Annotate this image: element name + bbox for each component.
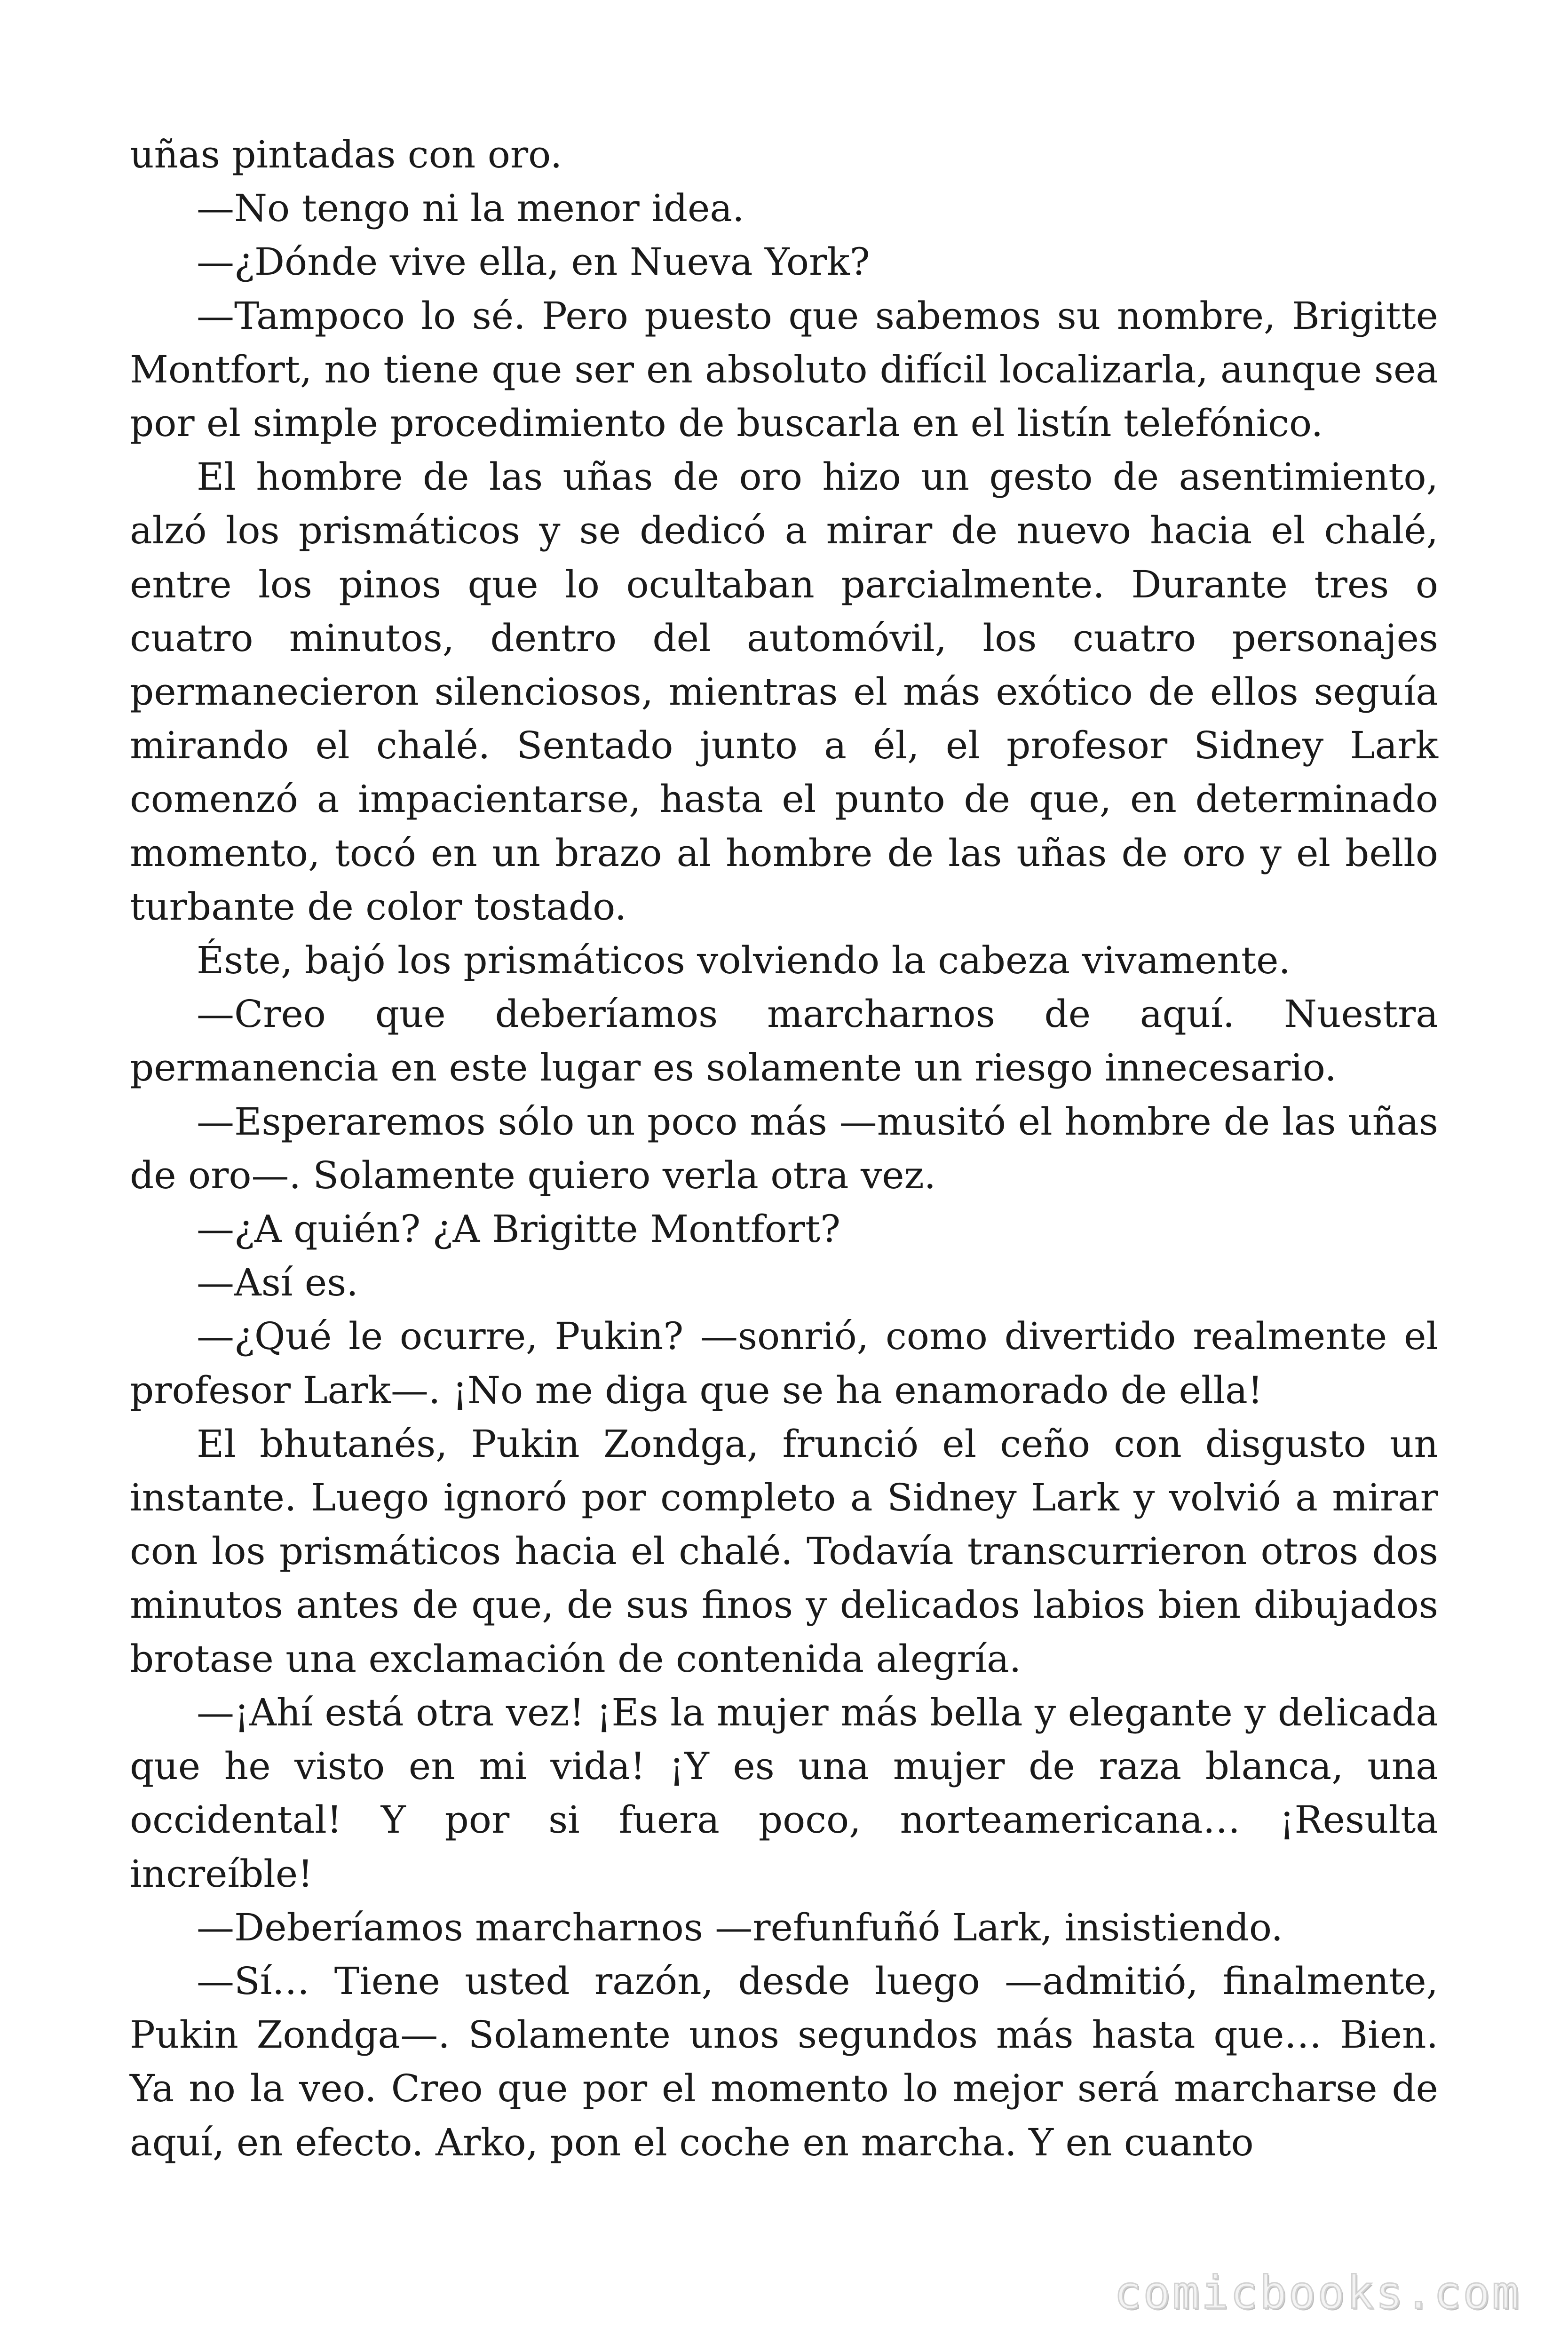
watermark: comicbooks.com	[1114, 2266, 1521, 2319]
dialogue-paragraph: —Sí… Tiene usted razón, desde luego —admitió, finalmente, Pukin Zondga—. Solamente unos segundos más hasta que… Bien. Ya no la veo. Creo que por el momento lo mejor será marcharse de aquí, en efecto. Arko, pon el coche en marcha. Y en cuanto	[130, 1959, 1438, 2164]
body-text	[130, 128, 1438, 2169]
dialogue-paragraph: —¡Ahí está otra vez! ¡Es la mujer más bella y elegante y delicada que he visto en mi vida! ¡Y es una mujer de raza blanca, una occidental! Y por si fuera poco, norteamericana… ¡Resulta increíble!	[130, 1690, 1438, 1896]
dialogue-paragraph: —¿Dónde vive ella, en Nueva York?	[197, 240, 870, 284]
dialogue-paragraph: —Creo que deberíamos marcharnos de aquí. Nuestra permanencia en este lugar es solamente un riesgo innecesario.	[130, 992, 1438, 1090]
paragraph-continuation: uñas pintadas con oro.	[130, 133, 562, 176]
dialogue-paragraph: —Así es.	[197, 1261, 358, 1305]
dialogue-paragraph: —Tampoco lo sé. Pero puesto que sabemos su nombre, Brigitte Montfort, no tiene que ser en absoluto difícil localizarla, aunque sea por el simple procedimiento de buscarla en el listín telefónico.	[130, 294, 1438, 445]
dialogue-paragraph: —¿A quién? ¿A Brigitte Montfort?	[197, 1207, 840, 1251]
narrative-paragraph: El hombre de las uñas de oro hizo un gesto de asentimiento, alzó los prismáticos y se dedicó a mirar de nuevo hacia el chalé, entre los pinos que lo ocultaban parcialmente. Durante tres o cuatro minutos, dentro del automóvil, los cuatro personajes permanecieron silenciosos, mientras el más exótico de ellos seguía mirando el chalé. Sentado junto a él, el profesor Sidney Lark comenzó a impacientarse, hasta el punto de que, en determinado momento, tocó en un brazo al hombre de las uñas de oro y el bello turbante de color tostado.	[130, 455, 1438, 929]
dialogue-paragraph: —¿Qué le ocurre, Pukin? —sonrió, como divertido realmente el profesor Lark—. ¡No me diga que se ha enamorado de ella!	[130, 1314, 1438, 1412]
narrative-paragraph: El bhutanés, Pukin Zondga, frunció el ceño con disgusto un instante. Luego ignoró por completo a Sidney Lark y volvió a mirar con los prismáticos hacia el chalé. Todavía transcurrieron otros dos minutos antes de que, de sus finos y delicados labios bien dibujados brotase una exclamación de contenida alegría.	[130, 1422, 1438, 1681]
dialogue-paragraph: —No tengo ni la menor idea.	[197, 186, 744, 230]
dialogue-paragraph: —Esperaremos sólo un poco más —musitó el hombre de las uñas de oro—. Solamente quiero verla otra vez.	[130, 1099, 1438, 1197]
dialogue-paragraph: —Deberíamos marcharnos —refunfuñó Lark, insistiendo.	[197, 1905, 1283, 1949]
narrative-paragraph: Éste, bajó los prismáticos volviendo la cabeza vivamente.	[197, 938, 1291, 983]
